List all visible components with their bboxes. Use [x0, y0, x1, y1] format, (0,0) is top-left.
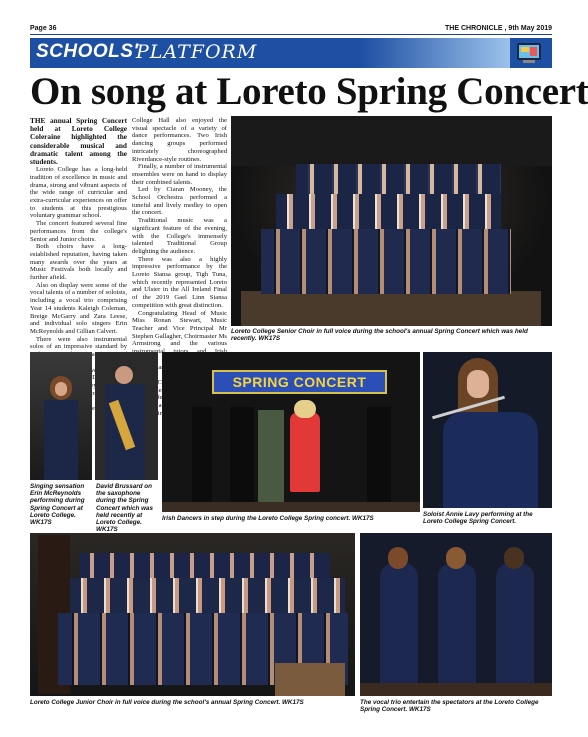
- choir-group: [261, 164, 511, 294]
- singer-face: [55, 382, 67, 396]
- article-paragraph: College Hall also enjoyed the visual spectacle of a variety of dance performances. Two Irish dancing groups performed intricately choreographed Riverdance-style routines.: [132, 117, 227, 163]
- article-paragraph: Also on display were some of the vocal talents of a number of soloists, including a vocal trio comprising Year 14 students Kaleigh Coleman, Breige McGarry and Zara Leese, and individual solo singers Erin McReynolds and Gillian Calvert.: [30, 281, 127, 335]
- caption-irish-dancers: Irish Dancers in step during the Loreto College Spring concert. WK17S: [162, 515, 374, 522]
- masthead-date: THE CHRONICLE , 9th May 2019: [445, 25, 552, 32]
- stage-curtain: [231, 116, 552, 166]
- article-paragraph: The concert featured several fine performances from the college's Senior and Junior choirs.: [30, 220, 127, 243]
- trio-singer-3-hair: [504, 547, 524, 569]
- trio-singer-2: [438, 563, 476, 688]
- dancer-blonde-hair: [294, 400, 316, 418]
- article-column-1: [30, 117, 127, 349]
- stage-banner: [212, 370, 387, 394]
- article-lead: THE annual Spring Concert held at Loreto College Coleraine highlighted the considerable musical and dramatic talent among the students.: [30, 116, 127, 167]
- photo-irish-dancers: [162, 352, 420, 512]
- header-rule: [30, 34, 552, 35]
- banner-word-platform: PLATFORM: [136, 41, 258, 63]
- photo-junior-choir: [30, 533, 355, 696]
- article-paragraph: There were also instrumental solos of an impressive standard by: [30, 335, 127, 351]
- trio-singer-1: [380, 563, 418, 688]
- stage-floor: [360, 683, 552, 696]
- caption-senior-choir: Loreto College Senior Choir in full voice during the school's annual Spring Concert which was held recently. WK17S: [231, 328, 528, 343]
- article-paragraph: Loreto College has a long-held tradition of excellence in music and drama, strong and vibrant aspects of the wide range of curricular and extra-curricular experiences on offer to students at this prestigious voluntary grammar school.: [30, 166, 127, 220]
- caption-david: David Brussard on the saxophone during the Spring Concert which was held recently at Loreto College. WK17S: [96, 483, 154, 534]
- banner-word-schools: SCHOOLS': [36, 41, 139, 62]
- choir-front-row: [261, 229, 511, 294]
- trio-singer-3: [496, 563, 534, 688]
- caption-junior-choir: Loreto College Junior Choir in full voice during the school's annual Spring Concert. WK17S: [30, 699, 304, 706]
- banner-gradient: [360, 38, 510, 68]
- article-paragraph: Congratulating Head of Music Miss Ronan Stewart, Music Teacher and Vice Principal Mr Stephen Gallagher, Choirmaster Ms Armstrong and the various in: [132, 309, 227, 417]
- section-banner: [30, 38, 552, 68]
- stage-steps: [275, 663, 345, 696]
- trio-singer-2-hair: [446, 547, 466, 569]
- singer-blazer: [44, 400, 78, 480]
- article-paragraph: Finally, a number of instrumental ensembles were on hand to display their combined talents.: [132, 163, 227, 186]
- photo-senior-choir: [231, 116, 552, 326]
- stage-floor: [241, 291, 541, 326]
- trio-singer-1-hair: [388, 547, 408, 569]
- flautist-blazer: [443, 412, 538, 508]
- flautist-face: [467, 370, 489, 398]
- article-column-2: [132, 117, 227, 417]
- photo-erin-mcreynolds: [30, 352, 92, 480]
- caption-vocal-trio: The vocal trio entertain the spectators at the Loreto College Spring Concert. WK17S: [360, 699, 539, 714]
- stage-floor: [162, 502, 420, 512]
- article-paragraph: Led by Ciaran Mooney, the School Orchestra performed a tuneful and lively medley to open the concert.: [132, 186, 227, 217]
- photo-david-brussard: [95, 352, 158, 480]
- dancer-1: [192, 407, 212, 502]
- page-number: Page 36: [30, 25, 57, 32]
- player-face: [115, 366, 133, 384]
- dancer-red-dress: [290, 412, 320, 492]
- headline: On song at Loreto Spring Concert: [30, 70, 588, 113]
- photo-annie-lavy: [423, 352, 552, 508]
- junior-middle-row: [70, 578, 345, 618]
- caption-erin: Singing sensation Erin McReynolds performing during Spring Concert at Loreto College. WK17S: [30, 483, 85, 527]
- article-paragraph: There was also a highly impressive performance by the Loreto Siansa group, Tigh Tuna, which recently represented Loreto and Ulster in the All Ireland Final of the 2019 Gael Linn Siansa competition with great distinction.: [132, 255, 227, 309]
- dancer-2: [230, 407, 254, 505]
- tablet-screen-icon: [514, 41, 544, 65]
- dancer-5: [367, 407, 391, 503]
- caption-annie: Soloist Annie Lavy performing at the Loreto College Spring Concert.: [423, 511, 533, 526]
- article-paragraph: Traditional music was a significant feature of the evening, with the College's immensely talented Traditional Group delighting the audience.: [132, 217, 227, 255]
- photo-vocal-trio: [360, 533, 552, 696]
- dancer-3: [258, 410, 284, 505]
- article-paragraph: Both choirs have a long-established reputation, having taken many awards over the years at Music Festivals both locally and further afield.: [30, 243, 127, 282]
- stage-banner-text: SPRING CONCERT: [232, 374, 367, 390]
